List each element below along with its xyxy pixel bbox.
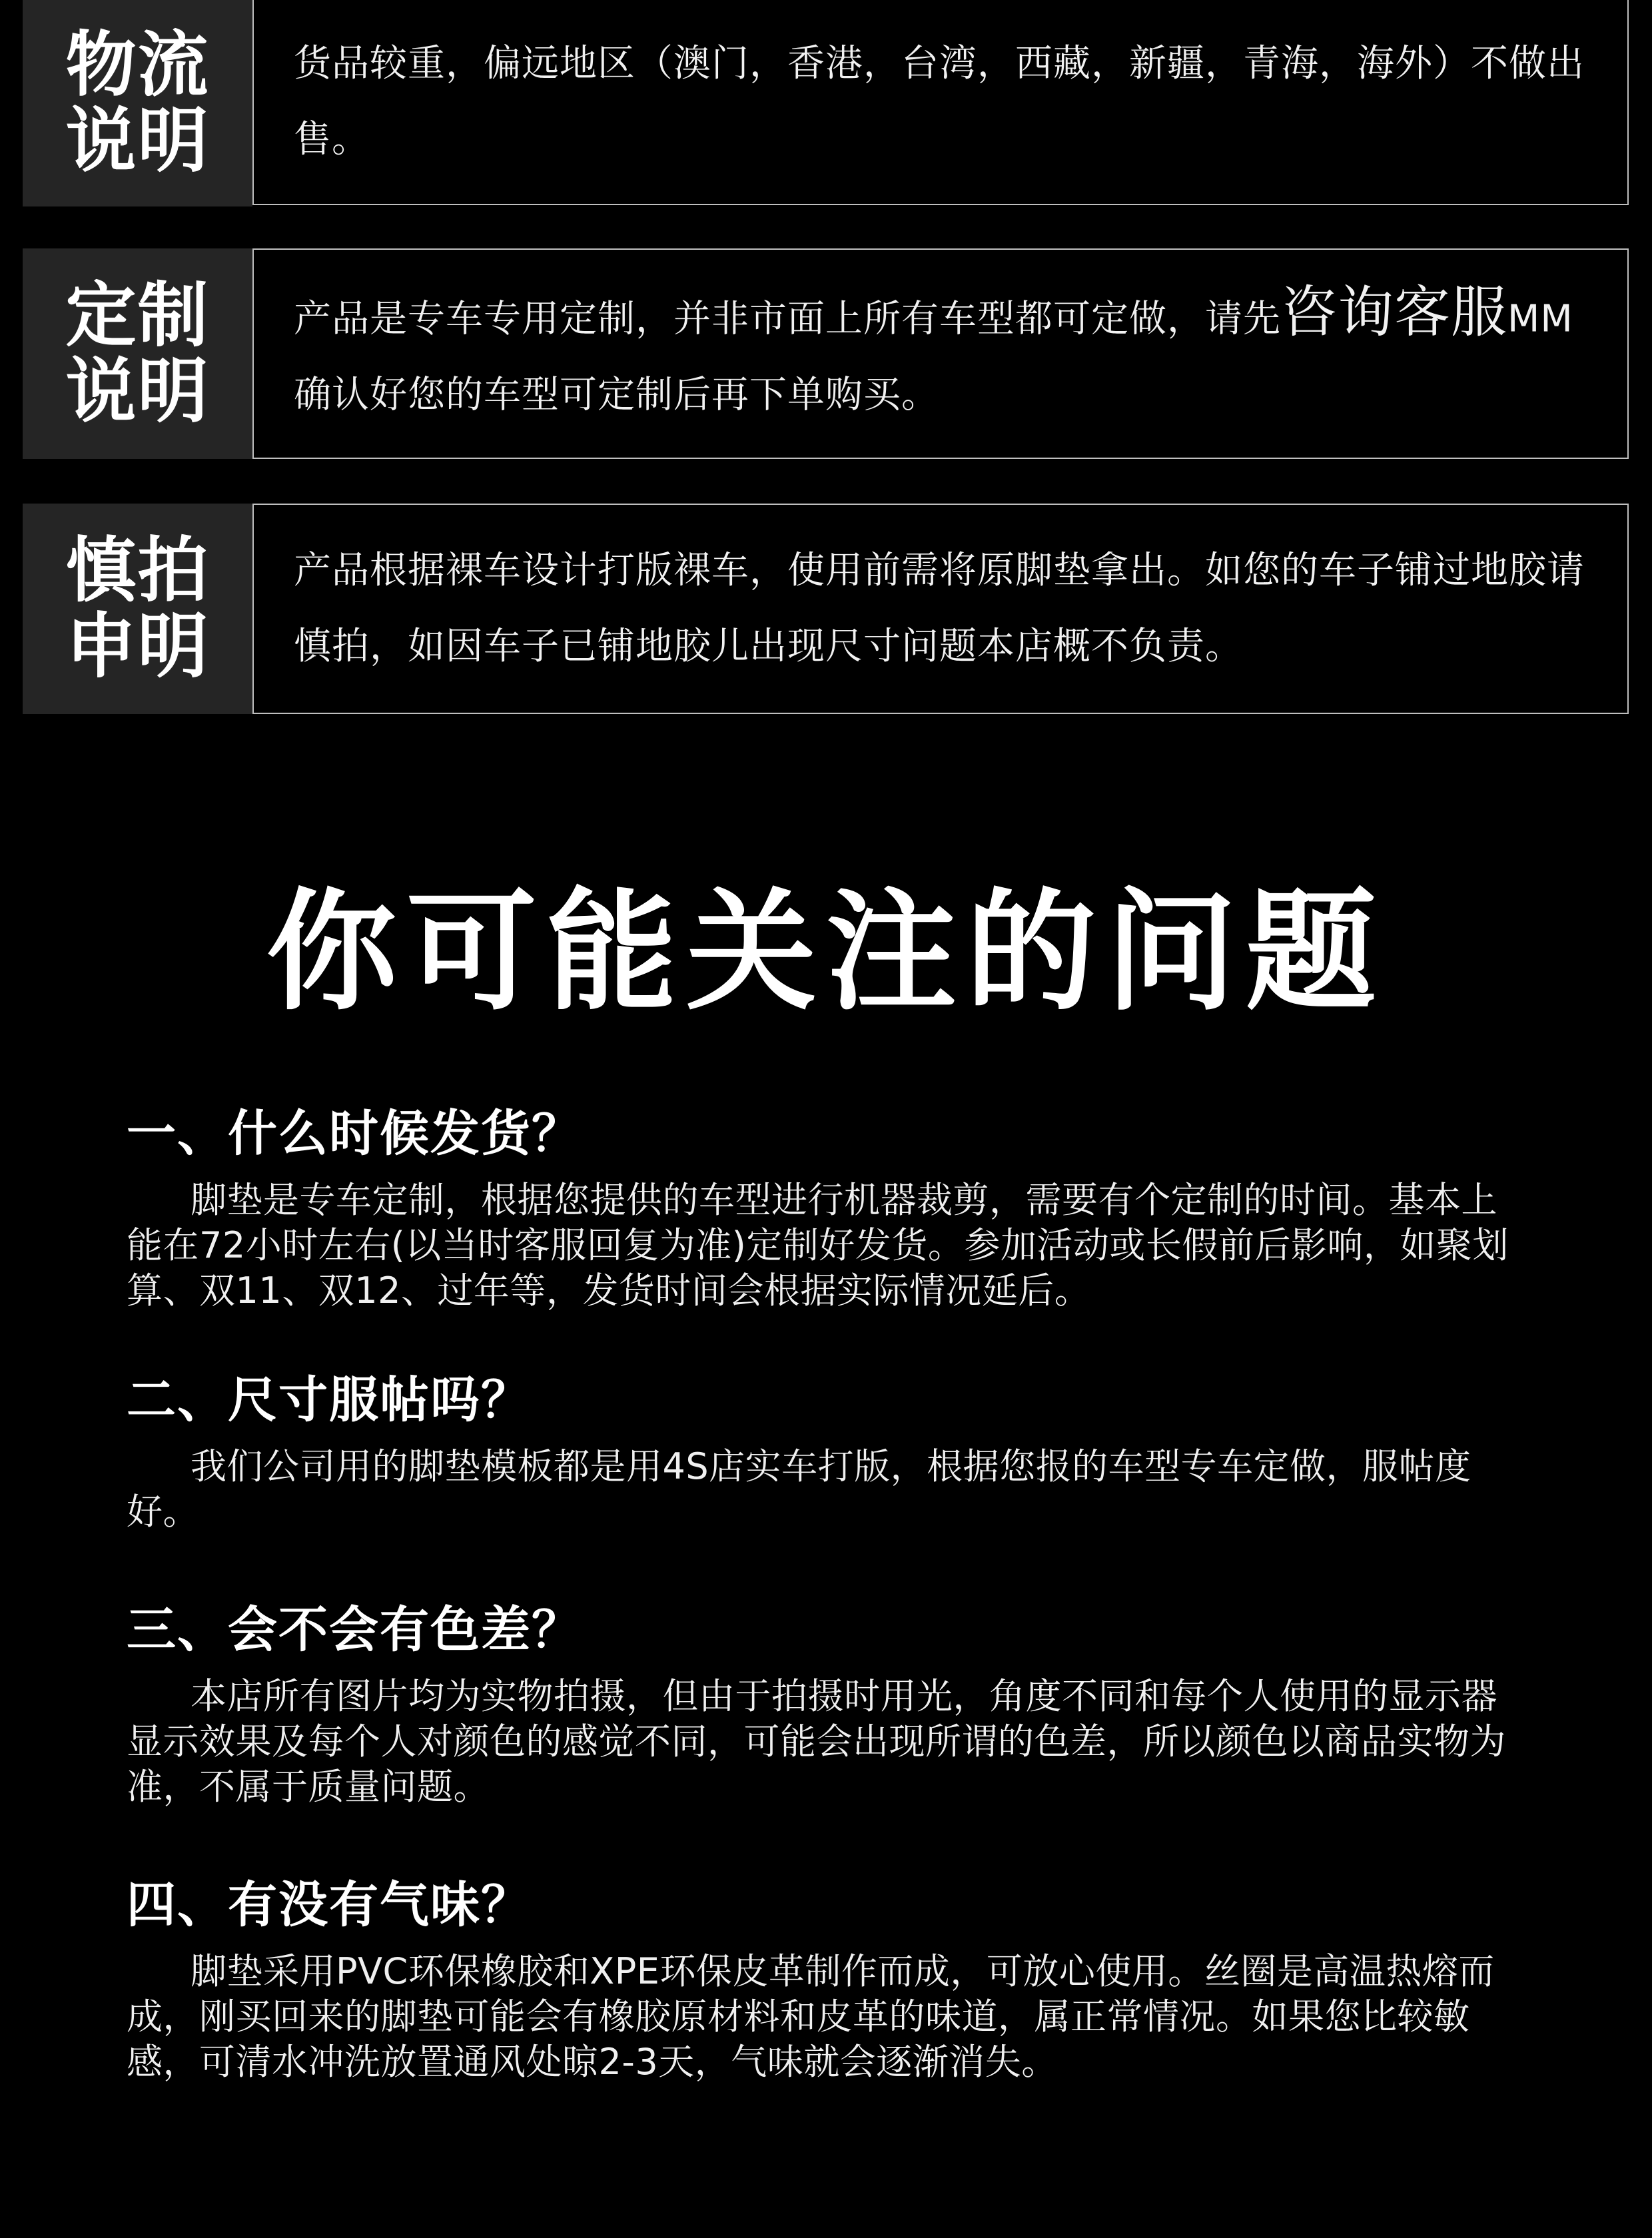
faq-title: 你可能关注的问题: [266, 877, 1386, 1028]
faq-answer: 本店所有图片均为实物拍摄，但由于拍摄时用光，角度不同和每个人使用的显示器显示效果及每个人对颜色的感觉不同，可能会出现所谓的色差，所以颜色以商品实物为准，不属于质量问题。: [127, 1675, 1506, 1808]
notice-disclaimer: [23, 504, 1628, 714]
notice-text-emphasis: 咨询客服: [1281, 279, 1508, 345]
notice-text-part: 产品是专车专用定制，并非市面上所有车型都可定做，请先: [294, 297, 1281, 341]
faq-answer: 脚垫采用PVC环保橡胶和XPE环保皮革制作而成，可放心使用。丝圈是高温热熔而成，刚买回来的脚垫可能会有橡胶原材料和皮革的味道，属正常情况。如果您比较敏感，可清水冲洗放置通风处晾2-3天，气味就会逐渐消失。: [127, 1950, 1495, 2083]
notice-label-line: 申明: [65, 605, 210, 687]
notice-label-line: 物流: [65, 24, 210, 106]
notice-text-box: [252, 0, 1629, 205]
notice-label-line: 说明: [65, 100, 210, 182]
faq-item: [127, 1595, 1525, 1810]
faq-question: 三、会不会有色差？: [127, 1601, 582, 1659]
notice-label-line: 慎拍: [65, 530, 210, 611]
notice-text-box: [252, 504, 1629, 714]
faq-question: 二、尺寸服帖吗？: [127, 1371, 532, 1429]
notice-label-line: 定制: [65, 274, 210, 356]
faq-question: 一、什么时候发货？: [127, 1105, 582, 1162]
faq-item: [127, 1365, 1525, 1535]
faq-question: 四、有没有气味？: [127, 1876, 532, 1934]
notice-text: [294, 274, 1597, 434]
notice-text: 货品较重，偏远地区（澳门，香港，台湾，西藏，新疆，青海，海外）不做出售。: [294, 42, 1585, 161]
notice-label: [23, 0, 252, 206]
notice-logistics: [23, 0, 1628, 210]
faq-answer: 我们公司用的脚垫模板都是用4S店实车打版，根据您报的车型专车定做，服帖度好。: [127, 1445, 1471, 1533]
notice-text-box: [252, 248, 1629, 459]
notice-text: 产品根据裸车设计打版裸车，使用前需将原脚垫拿出。如您的车子铺过地胶请慎拍，如因车子已铺地胶儿出现尺寸问题本店概不负责。: [294, 549, 1585, 668]
faq-answer: 脚垫是专车定制，根据您提供的车型进行机器裁剪，需要有个定制的时间。基本上能在72小时左右(以当时客服回复为准)定制好发货。参加活动或长假前后影响，如聚划算、双11、双12、过年等，发货时间会根据实际情况延后。: [127, 1179, 1509, 1311]
faq-item: [127, 1870, 1525, 2085]
notice-customization: [23, 248, 1628, 459]
faq-item: [127, 1099, 1525, 1313]
notice-label: [23, 248, 252, 459]
notice-label-line: 说明: [65, 350, 210, 432]
notice-text-part: MM确认好您的车型可定制后再下单购买。: [294, 297, 1573, 417]
notice-label: [23, 504, 252, 714]
